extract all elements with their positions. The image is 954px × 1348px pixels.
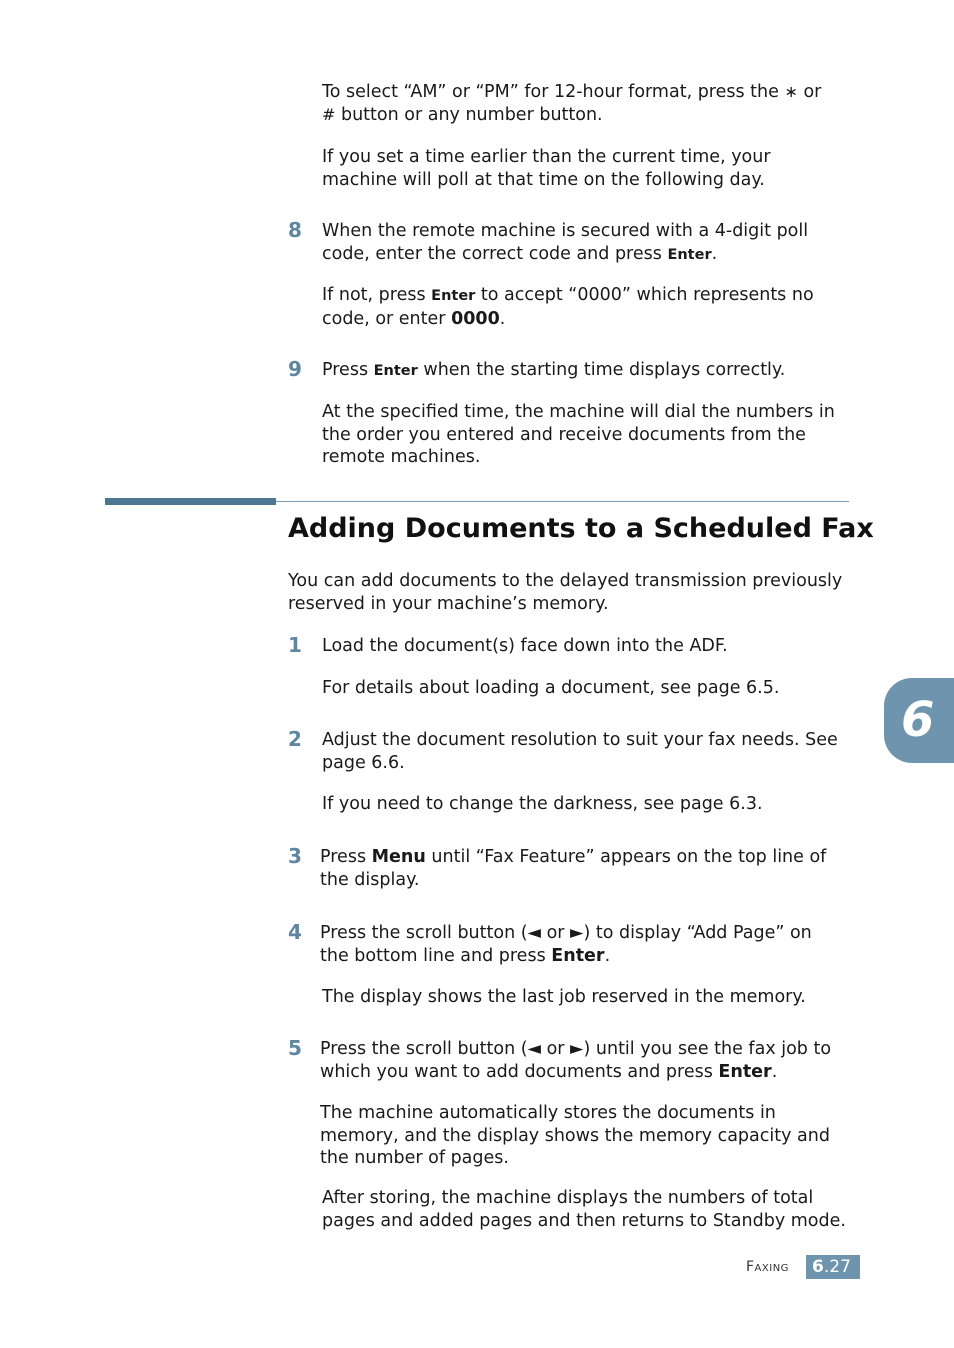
star-icon: ∗ (784, 82, 798, 101)
step-8-text: When the remote machine is secured with a 4-digit poll code, enter the correct code and press Enter. (322, 221, 809, 264)
step-number-1: 1 (288, 633, 302, 657)
step-5-text: Press the scroll button (◄ or ►) until you see the fax job to which you want to add documents and press Enter. (320, 1039, 832, 1082)
page-number: 6.27 (812, 1257, 851, 1277)
page-number-box (806, 1255, 860, 1279)
section-rule-thick (105, 498, 276, 505)
time-format-instruction: To select “AM” or “PM” for 12-hour format, press the ∗ or # button or any number button. (322, 82, 822, 125)
footer-section-label: Faxing (746, 1259, 789, 1275)
step-5-sub-1: The machine automatically stores the documents in memory, and the display shows the memory capacity and the number of pages. (320, 1103, 830, 1168)
step-4-sub: The display shows the last job reserved in the memory. (322, 987, 806, 1007)
step-1-sub: For details about loading a document, see page 6.5. (322, 678, 780, 698)
step-number-2: 2 (288, 727, 302, 751)
step-9-text: Press Enter when the starting time displays correctly. (322, 360, 786, 380)
step-number-3: 3 (288, 844, 302, 868)
step-9-sub: At the specified time, the machine will dial the numbers in the order you entered and receive documents from the remote machines. (322, 402, 835, 467)
hash-icon: # (322, 104, 336, 124)
time-earlier-note: If you set a time earlier than the current time, your machine will poll at that time on the following day. (322, 147, 771, 190)
step-8-sub: If not, press Enter to accept “0000” which represents no code, or enter 0000. (322, 285, 814, 329)
menu-key-label: Menu (371, 847, 426, 867)
enter-key-label: Enter (373, 363, 418, 379)
step-number-9: 9 (288, 357, 302, 381)
step-2-sub: If you need to change the darkness, see page 6.3. (322, 794, 763, 814)
step-number-5: 5 (288, 1036, 302, 1060)
step-1-text: Load the document(s) face down into the ADF. (322, 636, 728, 656)
enter-key-label: Enter (431, 288, 476, 304)
step-2-text: Adjust the document resolution to suit your fax needs. See page 6.6. (322, 730, 838, 773)
step-5-sub-2: After storing, the machine displays the numbers of total pages and added pages and then returns to Standby mode. (322, 1188, 846, 1231)
step-4-text: Press the scroll button (◄ or ►) to display “Add Page” on the bottom line and press Enter. (320, 923, 812, 966)
enter-key-label: Enter (718, 1061, 772, 1082)
chapter-number: 6 (901, 692, 935, 748)
section-rule-thin (276, 501, 849, 502)
step-number-8: 8 (288, 218, 302, 242)
step-3-text: Press Menu until “Fax Feature” appears on the top line of the display. (320, 847, 827, 890)
enter-key-label: Enter (667, 246, 712, 263)
section-intro: You can add documents to the delayed transmission previously reserved in your machine’s memory. (288, 571, 843, 614)
enter-key-label: Enter (551, 945, 605, 966)
chapter-tab (884, 678, 954, 763)
code-value: 0000 (451, 308, 500, 329)
section-title: Adding Documents to a Scheduled Fax (288, 513, 874, 544)
step-number-4: 4 (288, 920, 302, 944)
